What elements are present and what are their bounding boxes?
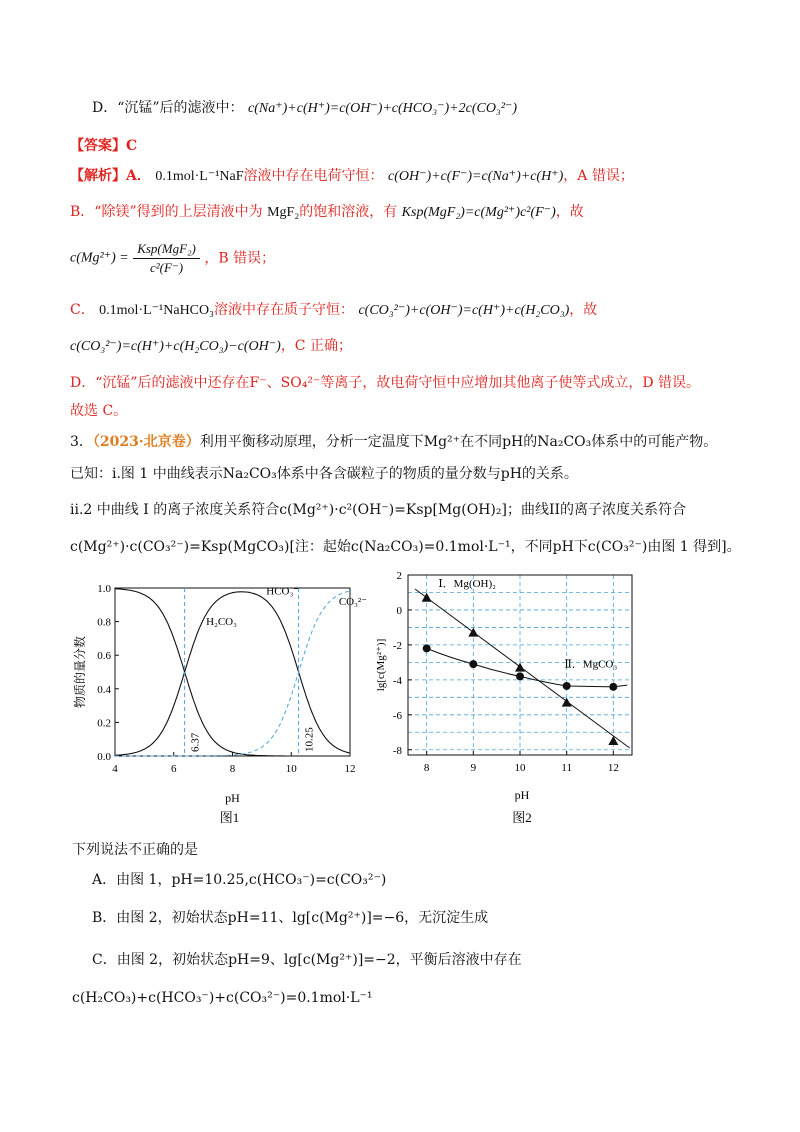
analysis-b-line2: c(Mg²⁺) = $\frac{\text{Ksp(MgF₂)}}{\text{c²(F⁻)}}$ ，B 错误； (70, 241, 276, 275)
fig2-series-1-label: Ⅰ．Mg(OH)₂ (438, 578, 497, 591)
answer-line: 【答案】C (70, 138, 138, 154)
fig2-series-2-point (609, 683, 617, 691)
analysis-c-line1: C． 0.1mol·L⁻¹NaHCO₃溶液中存在质子守恒： c(CO₃²⁻)+c(OH⁻)=c(H⁺)+c(H₂CO₃)，故 (70, 302, 598, 318)
fig2-series-1-point (422, 593, 432, 602)
fig2-series-2-point (563, 682, 571, 690)
fig2-x-tick-label: 11 (561, 762, 572, 774)
fig2-x-tick-label: 8 (423, 762, 430, 774)
fig1-y-tick-label: 0.0 (97, 751, 111, 763)
q3-option-a: A．由图 1，pH=10.25,c(HCO₃⁻)=c(CO₃²⁻) (92, 872, 387, 888)
figure-2-chart (370, 565, 650, 830)
fig1-y-tick-label: 0.2 (97, 717, 111, 730)
fig2-y-tick-label: -2 (392, 639, 402, 652)
fig2-y-tick-label: 0 (396, 604, 402, 617)
fig1-series-label: CO₃²⁻ (338, 595, 368, 608)
fig1-x-tick-label: 10 (285, 763, 297, 775)
fig1-y-tick-label: 0.6 (97, 650, 111, 663)
fig1-title: 图1 (219, 810, 240, 825)
q3-prompt: 下列说法不正确的是 (72, 842, 198, 858)
fig2-series-1-point (608, 736, 618, 745)
fig2-y-tick-label: 2 (396, 570, 402, 582)
fig1-x-tick-label: 8 (229, 763, 236, 775)
fig1-x-axis-label: pH (225, 791, 240, 805)
fig1-x-tick-label: 12 (344, 763, 356, 775)
analysis-b-fraction: $\frac{\text{Ksp(MgF₂)}}{\text{c²(F⁻)}}$ (133, 240, 200, 277)
fig2-series-2-point (516, 672, 524, 680)
fig1-vline-label: 10.25 (303, 727, 316, 752)
fig2-series-2-label: Ⅱ．MgCO₃ (564, 658, 618, 671)
fig2-y-tick-label: -4 (392, 674, 402, 687)
fig2-title: 图2 (512, 810, 532, 825)
fig1-y-tick-label: 1.0 (97, 583, 111, 595)
fig2-y-tick-label: -8 (392, 744, 402, 757)
fig2-series-2-point (423, 644, 431, 652)
analysis-b-line1: B．“除镁”得到的上层清液中为 MgF₂的饱和溶液，有 Ksp(MgF₂)=c(Mg²⁺)c²(F⁻)，故 (70, 204, 584, 220)
analysis-a: 【解析】A． 0.1mol·L⁻¹NaF溶液中存在电荷守恒： c(OH⁻)+c(F⁻)=c(Na⁺)+c(H⁺)，A 错误； (70, 168, 634, 184)
fig1-vline-label: 6.37 (189, 732, 202, 752)
fig1-series-label: H₂CO₃ (206, 615, 237, 628)
fig2-x-axis-label: pH (514, 788, 530, 802)
fig2-y-axis-label: lg[c(Mg²⁺)] (375, 638, 387, 692)
analysis-conclusion: 故选 C。 (70, 403, 128, 419)
q3-stem: 3．（2023·北京卷）利用平衡移动原理，分析一定温度下Mg²⁺在不同pH的Na₂CO₃体系中的可能产物。 (70, 434, 718, 450)
q3-known-i: 已知：i.图 1 中曲线表示Na₂CO₃体系中各含碳粒子的物质的量分数与pH的关系。 (70, 466, 578, 482)
figure-1-chart (60, 568, 370, 828)
fig2-x-tick-label: 10 (514, 762, 526, 774)
analysis-d: D．“沉锰”后的滤液中还存在F⁻、SO₄²⁻等离子，故电荷守恒中应增加其他离子使等式成立，D 错误。 (70, 375, 700, 391)
prev-option-d-equation: c(Na⁺)+c(H⁺)=c(OH⁻)+c(HCO₃⁻)+2c(CO₃²⁻) (248, 101, 518, 116)
analysis-c-line2: c(CO₃²⁻)=c(H⁺)+c(H₂CO₃)−c(OH⁻)，C 正确； (70, 338, 352, 354)
fig1-y-tick-label: 0.8 (97, 616, 111, 629)
fig2-series-2-point (469, 660, 477, 668)
q3-known-ii-b: c(Mg²⁺)·c(CO₃²⁻)=Ksp(MgCO₃)[注：起始c(Na₂CO₃)=0.1mol·L⁻¹，不同pH下c(CO₃²⁻)由图 1 得到]。 (70, 539, 741, 555)
q3-known-ii-a: ii.2 中曲线 I 的离子浓度关系符合c(Mg²⁺)·c²(OH⁻)=Ksp[Mg(OH)₂]；曲线II的离子浓度关系符合 (70, 502, 686, 518)
fig1-y-axis-label: 物质的量分数 (73, 635, 87, 709)
q3-option-b: B．由图 2，初始状态pH=11、lg[c(Mg²⁺)]=−6，无沉淀生成 (92, 910, 489, 926)
q3-option-c-equation: c(H₂CO₃)+c(HCO₃⁻)+c(CO₃²⁻)=0.1mol·L⁻¹ (72, 990, 373, 1006)
fig2-x-tick-label: 12 (607, 762, 619, 774)
prev-option-d: D．“沉锰”后的滤液中： c(Na⁺)+c(H⁺)=c(OH⁻)+c(HCO₃⁻)+2c(CO₃²⁻) (92, 100, 518, 116)
q3-option-c: C．由图 2，初始状态pH=9、lg[c(Mg²⁺)]=−2，平衡后溶液中存在 (92, 952, 522, 968)
fig2-x-tick-label: 9 (470, 762, 477, 774)
fig2-y-tick-label: -6 (392, 709, 402, 722)
fig1-series-label: HCO₃⁻ (266, 585, 300, 598)
fig1-x-tick-label: 4 (112, 763, 118, 775)
fig1-y-tick-label: 0.4 (97, 683, 111, 696)
fig1-x-tick-label: 6 (171, 763, 177, 775)
